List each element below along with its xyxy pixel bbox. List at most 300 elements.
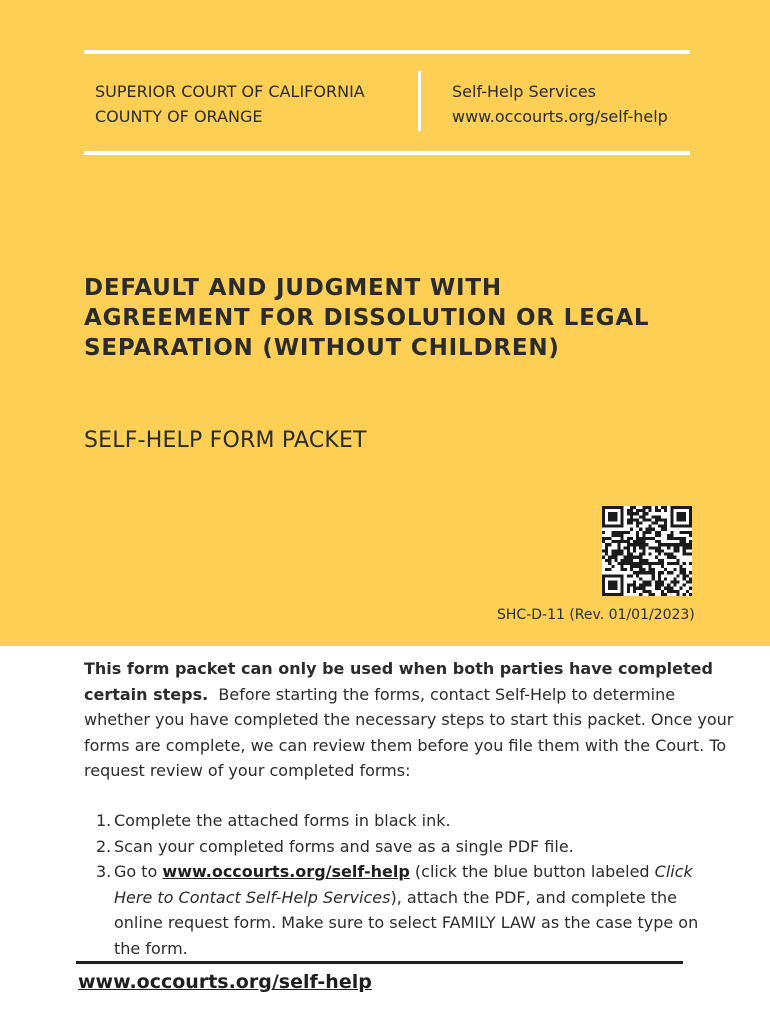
qr-module	[630, 537, 633, 540]
qr-module	[614, 518, 617, 521]
qr-module	[649, 590, 652, 593]
qr-module	[602, 587, 605, 590]
qr-module	[630, 518, 633, 521]
qr-module	[605, 537, 608, 540]
qr-module	[630, 543, 633, 546]
qr-module	[661, 506, 664, 509]
qr-module	[642, 509, 645, 512]
qr-module	[652, 515, 655, 518]
qr-module	[658, 587, 661, 590]
qr-module	[627, 553, 630, 556]
qr-module	[680, 525, 683, 528]
qr-module	[689, 577, 692, 580]
qr-module	[658, 531, 661, 534]
qr-module	[645, 590, 648, 593]
qr-module	[649, 509, 652, 512]
qr-module	[636, 562, 639, 565]
qr-module	[618, 593, 621, 596]
qr-module	[645, 506, 648, 509]
qr-module	[649, 571, 652, 574]
qr-module	[664, 506, 667, 509]
qr-module	[667, 534, 670, 537]
qr-module	[630, 559, 633, 562]
qr-module	[627, 522, 630, 525]
qr-module	[602, 518, 605, 521]
qr-module	[602, 593, 605, 596]
qr-module	[689, 515, 692, 518]
qr-module	[683, 543, 686, 546]
qr-module	[689, 522, 692, 525]
qr-module	[602, 509, 605, 512]
qr-module	[652, 537, 655, 540]
qr-module	[605, 543, 608, 546]
qr-module	[642, 518, 645, 521]
qr-module	[686, 574, 689, 577]
qr-module	[673, 549, 676, 552]
qr-module	[642, 587, 645, 590]
qr-module	[649, 528, 652, 531]
qr-module	[676, 546, 679, 549]
qr-module	[680, 587, 683, 590]
qr-module	[676, 543, 679, 546]
qr-module	[621, 590, 624, 593]
qr-module	[664, 568, 667, 571]
qr-module	[670, 512, 673, 515]
qr-module	[649, 580, 652, 583]
qr-module	[608, 518, 611, 521]
qr-module	[611, 553, 614, 556]
qr-module	[683, 540, 686, 543]
qr-module	[639, 553, 642, 556]
qr-module	[680, 543, 683, 546]
qr-module	[670, 587, 673, 590]
qr-module	[661, 549, 664, 552]
qr-module	[686, 546, 689, 549]
qr-module	[618, 534, 621, 537]
qr-module	[652, 574, 655, 577]
qr-module	[658, 540, 661, 543]
qr-module	[639, 509, 642, 512]
qr-module	[670, 553, 673, 556]
qr-module	[614, 587, 617, 590]
qr-module	[686, 525, 689, 528]
qr-module	[602, 590, 605, 593]
qr-module	[689, 531, 692, 534]
qr-module	[621, 553, 624, 556]
qr-module	[642, 571, 645, 574]
qr-module	[649, 531, 652, 534]
qr-module	[621, 512, 624, 515]
qr-module	[605, 559, 608, 562]
qr-module	[621, 506, 624, 509]
qr-module	[664, 543, 667, 546]
qr-module	[611, 574, 614, 577]
qr-module	[664, 522, 667, 525]
qr-module	[655, 506, 658, 509]
qr-module	[683, 531, 686, 534]
qr-module	[645, 518, 648, 521]
qr-module	[676, 537, 679, 540]
qr-module	[645, 559, 648, 562]
qr-module	[689, 518, 692, 521]
qr-module	[676, 518, 679, 521]
qr-module	[645, 562, 648, 565]
qr-module	[686, 543, 689, 546]
qr-module	[673, 556, 676, 559]
packet-subtitle: SELF-HELP FORM PACKET	[84, 428, 367, 453]
qr-module	[621, 574, 624, 577]
qr-module	[614, 506, 617, 509]
qr-module	[642, 546, 645, 549]
qr-module	[658, 584, 661, 587]
qr-module	[676, 593, 679, 596]
qr-module	[642, 568, 645, 571]
qr-module	[614, 584, 617, 587]
qr-module	[642, 540, 645, 543]
qr-module	[639, 546, 642, 549]
qr-module	[602, 556, 605, 559]
qr-module	[645, 531, 648, 534]
qr-module	[667, 571, 670, 574]
qr-module	[664, 509, 667, 512]
qr-module	[673, 584, 676, 587]
contact-button-label: Click Here to Contact Self-Help Services	[114, 862, 693, 907]
qr-module	[667, 584, 670, 587]
qr-module	[608, 559, 611, 562]
qr-module	[608, 543, 611, 546]
qr-module	[630, 506, 633, 509]
qr-module	[649, 506, 652, 509]
qr-module	[667, 543, 670, 546]
qr-module	[680, 540, 683, 543]
qr-module	[680, 565, 683, 568]
qr-module	[673, 543, 676, 546]
qr-module	[608, 562, 611, 565]
qr-module	[670, 580, 673, 583]
qr-module	[618, 506, 621, 509]
qr-module	[664, 528, 667, 531]
qr-module	[614, 553, 617, 556]
qr-module	[618, 553, 621, 556]
qr-module	[621, 584, 624, 587]
qr-module	[658, 509, 661, 512]
footer-link[interactable]: www.occourts.org/self-help	[78, 971, 372, 993]
qr-module	[639, 587, 642, 590]
qr-module	[658, 562, 661, 565]
qr-module	[658, 534, 661, 537]
services-label: Self-Help Services	[452, 82, 597, 101]
qr-module	[642, 512, 645, 515]
qr-module	[614, 531, 617, 534]
qr-module	[639, 543, 642, 546]
qr-module	[633, 540, 636, 543]
qr-module	[649, 565, 652, 568]
qr-module	[627, 584, 630, 587]
qr-module	[661, 584, 664, 587]
qr-module	[602, 584, 605, 587]
qr-module	[642, 559, 645, 562]
qr-module	[608, 525, 611, 528]
qr-module	[627, 574, 630, 577]
qr-module	[639, 559, 642, 562]
qr-module	[658, 543, 661, 546]
qr-module	[670, 522, 673, 525]
qr-module	[649, 562, 652, 565]
qr-module	[655, 580, 658, 583]
qr-module	[676, 580, 679, 583]
qr-module	[655, 562, 658, 565]
qr-module	[676, 515, 679, 518]
qr-module	[633, 571, 636, 574]
list-item	[84, 808, 724, 834]
qr-module	[627, 546, 630, 549]
qr-module	[614, 540, 617, 543]
qr-module	[683, 568, 686, 571]
qr-module	[627, 562, 630, 565]
qr-module	[673, 562, 676, 565]
qr-module	[652, 522, 655, 525]
qr-module	[661, 518, 664, 521]
list-item	[84, 859, 724, 961]
title-line-1: DEFAULT AND JUDGMENT WITH	[84, 275, 502, 301]
qr-module	[630, 568, 633, 571]
qr-module	[683, 518, 686, 521]
qr-module	[611, 587, 614, 590]
qr-module	[621, 525, 624, 528]
qr-module	[627, 590, 630, 593]
qr-module	[683, 512, 686, 515]
qr-module	[633, 580, 636, 583]
qr-module	[676, 512, 679, 515]
qr-module	[664, 577, 667, 580]
qr-module	[667, 556, 670, 559]
qr-module	[661, 562, 664, 565]
qr-module	[664, 525, 667, 528]
qr-module	[667, 537, 670, 540]
qr-module	[649, 537, 652, 540]
qr-module	[658, 546, 661, 549]
footer-rule	[76, 961, 683, 964]
qr-module	[602, 512, 605, 515]
qr-module	[611, 565, 614, 568]
qr-module	[670, 534, 673, 537]
qr-module	[649, 584, 652, 587]
qr-module	[605, 553, 608, 556]
qr-module	[689, 543, 692, 546]
qr-module	[636, 540, 639, 543]
qr-module	[630, 528, 633, 531]
qr-module	[645, 528, 648, 531]
qr-module	[618, 562, 621, 565]
qr-module	[667, 546, 670, 549]
qr-module	[624, 556, 627, 559]
qr-module	[673, 590, 676, 593]
qr-module	[673, 568, 676, 571]
qr-module	[630, 553, 633, 556]
qr-module	[627, 531, 630, 534]
qr-module	[621, 518, 624, 521]
qr-module	[673, 525, 676, 528]
qr-module	[621, 565, 624, 568]
steps-list	[84, 808, 724, 961]
qr-module	[649, 518, 652, 521]
qr-module	[683, 562, 686, 565]
qr-module	[645, 512, 648, 515]
qr-module	[614, 559, 617, 562]
qr-module	[642, 531, 645, 534]
qr-module	[639, 562, 642, 565]
qr-module	[614, 593, 617, 596]
qr-module	[680, 568, 683, 571]
qr-module	[670, 590, 673, 593]
qr-module	[661, 543, 664, 546]
qr-module	[639, 515, 642, 518]
qr-module	[633, 590, 636, 593]
qr-module	[633, 587, 636, 590]
qr-module	[633, 565, 636, 568]
qr-module	[658, 571, 661, 574]
qr-module	[614, 580, 617, 583]
qr-module	[655, 540, 658, 543]
qr-module	[652, 571, 655, 574]
qr-module	[630, 574, 633, 577]
qr-module	[618, 549, 621, 552]
qr-module	[627, 537, 630, 540]
qr-module	[664, 593, 667, 596]
qr-module	[686, 553, 689, 556]
qr-module	[636, 565, 639, 568]
qr-module	[676, 562, 679, 565]
qr-code-icon[interactable]	[602, 506, 692, 596]
qr-module	[655, 509, 658, 512]
qr-module	[608, 506, 611, 509]
qr-module	[639, 528, 642, 531]
qr-module	[636, 574, 639, 577]
qr-module	[605, 593, 608, 596]
qr-module	[621, 587, 624, 590]
qr-module	[630, 556, 633, 559]
qr-module	[618, 543, 621, 546]
qr-module	[618, 540, 621, 543]
qr-module	[645, 580, 648, 583]
qr-module	[642, 543, 645, 546]
qr-module	[670, 518, 673, 521]
qr-module	[670, 531, 673, 534]
qr-module	[614, 525, 617, 528]
intro-paragraph	[84, 656, 734, 784]
qr-module	[627, 549, 630, 552]
qr-module	[624, 568, 627, 571]
qr-module	[689, 587, 692, 590]
qr-module	[655, 549, 658, 552]
qr-module	[664, 553, 667, 556]
qr-module	[633, 543, 636, 546]
form-revision: SHC-D-11 (Rev. 01/01/2023)	[497, 607, 695, 623]
qr-module	[649, 546, 652, 549]
qr-module	[689, 534, 692, 537]
qr-module	[680, 518, 683, 521]
qr-module	[602, 540, 605, 543]
qr-module	[602, 549, 605, 552]
qr-module	[630, 512, 633, 515]
qr-module	[689, 546, 692, 549]
qr-module	[664, 587, 667, 590]
qr-module	[658, 577, 661, 580]
qr-module	[633, 518, 636, 521]
qr-module	[670, 543, 673, 546]
qr-module	[621, 577, 624, 580]
qr-module	[670, 571, 673, 574]
qr-module	[608, 512, 611, 515]
qr-module	[683, 546, 686, 549]
qr-module	[636, 525, 639, 528]
self-help-link[interactable]: www.occourts.org/self-help	[162, 862, 410, 881]
qr-module	[686, 506, 689, 509]
qr-module	[689, 506, 692, 509]
qr-module	[621, 509, 624, 512]
qr-module	[633, 546, 636, 549]
court-line-2: COUNTY OF ORANGE	[95, 107, 263, 126]
qr-module	[602, 574, 605, 577]
qr-module	[618, 531, 621, 534]
services-url[interactable]: www.occourts.org/self-help	[452, 107, 668, 126]
qr-module	[636, 522, 639, 525]
qr-module	[605, 546, 608, 549]
qr-module	[667, 590, 670, 593]
qr-module	[683, 593, 686, 596]
qr-module	[611, 580, 614, 583]
qr-module	[630, 522, 633, 525]
qr-module	[636, 518, 639, 521]
page-title	[84, 273, 724, 363]
qr-module	[614, 574, 617, 577]
qr-module	[608, 556, 611, 559]
qr-module	[642, 506, 645, 509]
qr-module	[642, 580, 645, 583]
qr-module	[614, 549, 617, 552]
step-number: 1.	[96, 811, 112, 830]
qr-module	[655, 531, 658, 534]
qr-module	[608, 587, 611, 590]
qr-module	[639, 540, 642, 543]
qr-module	[683, 506, 686, 509]
qr-module	[680, 512, 683, 515]
qr-module	[642, 584, 645, 587]
qr-module	[680, 537, 683, 540]
qr-module	[639, 556, 642, 559]
qr-module	[624, 562, 627, 565]
qr-module	[621, 540, 624, 543]
qr-module	[655, 522, 658, 525]
qr-module	[608, 593, 611, 596]
qr-module	[602, 577, 605, 580]
qr-module	[636, 587, 639, 590]
qr-module	[633, 562, 636, 565]
title-line-2: AGREEMENT FOR DISSOLUTION OR LEGAL	[84, 305, 650, 331]
qr-module	[639, 584, 642, 587]
qr-module	[683, 525, 686, 528]
qr-module	[658, 515, 661, 518]
qr-module	[602, 531, 605, 534]
qr-module	[602, 537, 605, 540]
qr-module	[655, 556, 658, 559]
qr-module	[621, 531, 624, 534]
qr-module	[680, 531, 683, 534]
qr-module	[608, 580, 611, 583]
court-name	[95, 79, 365, 129]
qr-module	[627, 587, 630, 590]
qr-module	[639, 565, 642, 568]
